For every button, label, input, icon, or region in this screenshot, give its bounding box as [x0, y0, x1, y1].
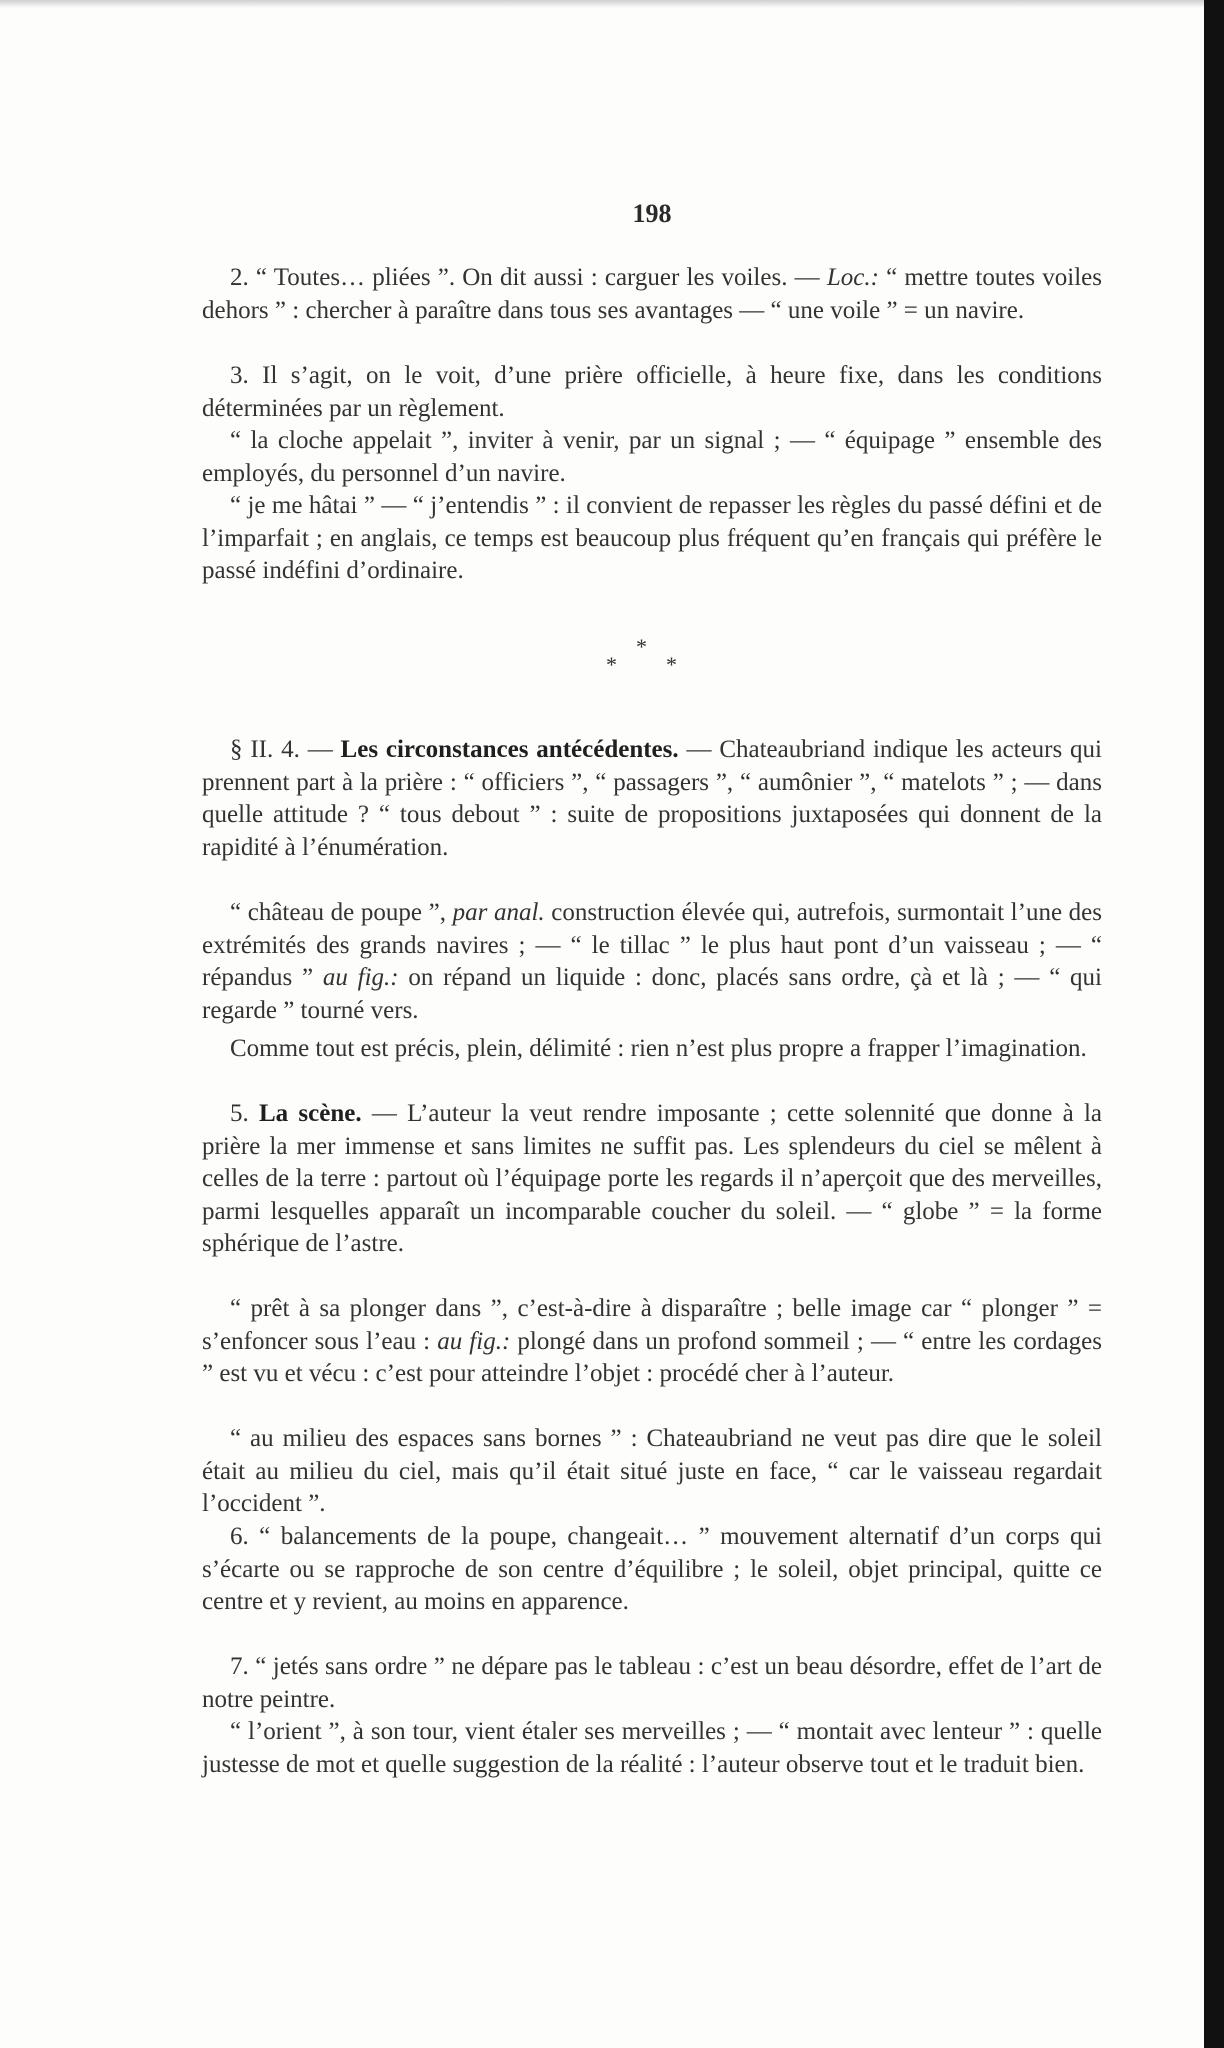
page-number: 198 — [632, 199, 672, 228]
paragraph-pret-a-plonger — [202, 1293, 1102, 1391]
paragraph-comme-tout: Comme tout est précis, plein, délimité : rien n’est plus propre a frapper l’imagination. — [230, 1035, 1087, 1062]
text-run: construction élevée qui, autrefois, surmontait l’une des extrémités des grands navires ; — “ le tillac ” le plus haut pont d’un vaisseau ; — “ répandus ” — [202, 899, 1103, 991]
paragraph-chateau-de-poupe — [202, 897, 1102, 1027]
text-run: “ mettre toutes voiles dehors ” : chercher à paraître dans tous ses avantages — “ une voile ” = un navire. — [202, 264, 1102, 324]
paragraph-note-3: 3. Il s’agit, on le voit, d’une prière officielle, à heure fixe, dans les conditions déterminées par un règlement. — [202, 362, 1102, 422]
text-run: “ prêt à sa plonger dans ”, c’est-à-dire à disparaître ; belle image car “ plonger ” = s’enfoncer sous l’eau : — [202, 1295, 1102, 1355]
paragraph-au-milieu: “ au milieu des espaces sans bornes ” : Chateaubriand ne veut pas dire que le soleil était au milieu du ciel, mais qu’il était situé juste en face, “ car le vaisseau regardait l’occident ”. — [202, 1425, 1102, 1517]
paragraph-je-me-hatai: “ je me hâtai ” — “ j’entendis ” : il convient de repasser les règles du passé défini et de l’imparfait ; en anglais, ce temps est beaucoup plus fréquent qu’en français qui préfère le passé indéfini d’ordinaire. — [202, 492, 1102, 584]
italic-run: au fig.: — [322, 964, 399, 991]
text-run: — L’auteur la veut rendre imposante ; cette solennité que donne à la prière la mer immense et sans limites ne suffit pas. Les splendeurs du ciel se mêlent à celles de la terre : partout où l’équipage porte les regards il n’aperçoit que des merveilles, parmi lesquelles apparaît un incomparable coucher du soleil. — “ globe ” = la forme sphérique de l’astre. — [202, 1100, 1102, 1257]
ornament-star: * — [636, 634, 647, 659]
text-run: 2. “ Toutes… pliées ”. On dit aussi : carguer les voiles. — — [230, 264, 827, 291]
bold-heading: Les circonstances antécédentes. — [340, 736, 679, 763]
text-run: on répand un liquide : donc, placés sans ordre, çà et là ; — “ qui regarde ” tourné vers. — [202, 964, 1103, 1024]
bold-heading: La scène. — [259, 1100, 362, 1127]
italic-run: Loc.: — [826, 264, 879, 291]
paragraph-note-2 — [202, 262, 1102, 327]
scan-right-edge — [1204, 0, 1224, 2048]
scan-top-edge — [0, 0, 1224, 8]
italic-run: par anal. — [452, 899, 545, 926]
section-ornament — [202, 634, 1102, 700]
paragraph-l-orient: “ l’orient ”, à son tour, vient étaler ses merveilles ; — “ montait avec lenteur ” : quelle justesse de mot et quelle suggestion de la réalité : l’auteur observe tout et le traduit bien. — [202, 1718, 1102, 1778]
paragraph-cloche: “ la cloche appelait ”, inviter à venir, par un signal ; — “ équipage ” ensemble des employés, du personnel d’un navire. — [202, 427, 1102, 487]
paragraph-note-7: 7. “ jetés sans ordre ” ne dépare pas le tableau : c’est un beau désordre, effet de l’art de notre peintre. — [202, 1653, 1102, 1713]
text-run: — Chateaubriand indique les acteurs qui prennent part à la prière : “ officiers ”, “ passagers ”, “ aumônier ”, “ matelots ” ; — dans quelle attitude ? “ tous debout ” : suite de propositions juxtaposées qui donnent de la rapidité à l’énumération. — [202, 736, 1102, 861]
text-run: plongé dans un profond sommeil ; — “ entre les cordages ” est vu et vécu : c’est pour atteindre l’objet : procédé cher à l’auteur. — [202, 1327, 1102, 1387]
ornament-star: * — [666, 652, 677, 677]
text-run: § II. 4. — — [230, 736, 341, 763]
paragraph-la-scene — [202, 1098, 1102, 1261]
italic-run: au fig.: — [437, 1327, 511, 1355]
paragraph-section-2-4 — [202, 734, 1102, 864]
ornament-star: * — [606, 652, 617, 677]
paragraph-note-6: 6. “ balancements de la poupe, changeait… ” mouvement alternatif d’un corps qui s’écarte ou se rapproche de son centre d’équilibre ; le soleil, objet principal, quitte ce centre et y revient, au moins en apparence. — [202, 1523, 1102, 1615]
text-run: “ château de poupe ”, — [230, 899, 453, 926]
text-run: 5. — [230, 1100, 259, 1127]
